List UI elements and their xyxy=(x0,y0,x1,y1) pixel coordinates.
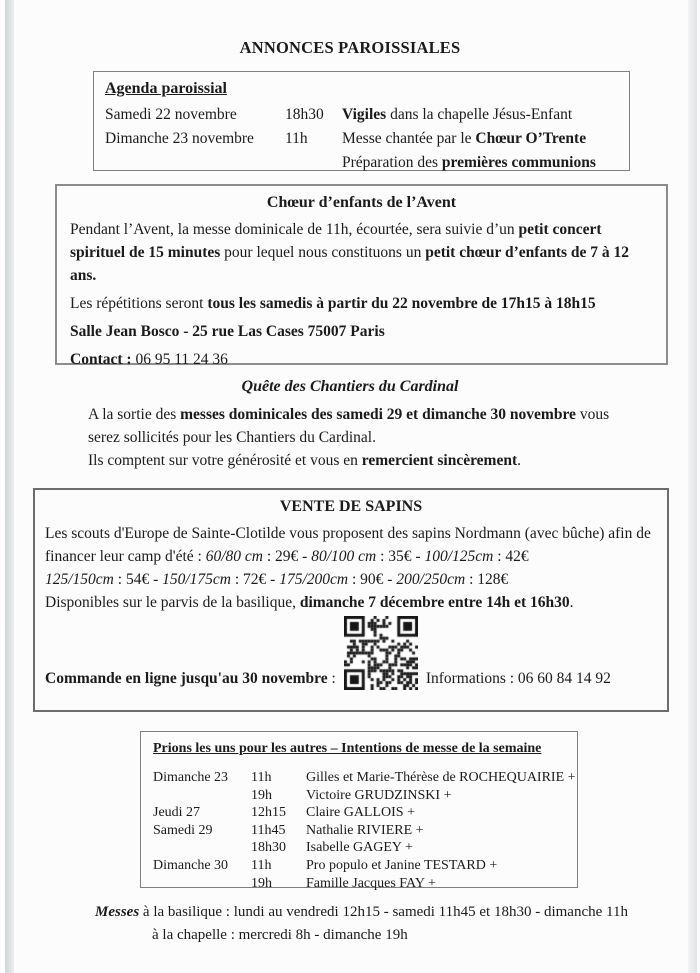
intention-name: Claire GALLOIS + xyxy=(306,805,415,821)
intention-day xyxy=(153,875,251,893)
intention-time: 11h xyxy=(251,857,272,873)
quete-paragraph-1: A la sortie des messes dominicales des samedi 29 et dimanche 30 novembre vous serez sollicités pour les Chantiers du Cardinal. xyxy=(88,406,610,446)
agenda-time: 18h30 xyxy=(285,106,324,123)
agenda-row xyxy=(105,103,621,127)
intentions-heading: Prions les uns pour les autres – Intentions de messe de la semaine xyxy=(153,741,542,756)
agenda-box xyxy=(93,71,630,171)
sapins-paragraph-2: 125/150cm : 54€ - 150/175cm : 72€ - 175/200cm : 90€ - 200/250cm : 128€ xyxy=(45,571,509,588)
footer-line1: Messes à la basilique : lundi au vendredi 12h15 - samedi 11h45 et 18h30 - dimanche 11h xyxy=(95,904,628,920)
intentions-rows xyxy=(153,769,576,892)
intention-day: Jeudi 27 xyxy=(153,805,201,821)
agenda-date: Dimanche 23 novembre xyxy=(105,130,254,147)
intention-name: Famille Jacques FAY + xyxy=(306,875,436,891)
intention-name: Gilles et Marie-Thérèse de ROCHEQUAIRIE + xyxy=(306,770,576,785)
intention-day xyxy=(153,839,251,857)
footer xyxy=(95,901,628,947)
intentions-box xyxy=(140,731,578,891)
order-label: Commande en ligne jusqu'au 30 novembre : xyxy=(45,670,336,687)
intention-day: Samedi 29 xyxy=(153,822,213,838)
intention-time: 12h15 xyxy=(251,805,286,821)
intention-name: Victoire GRUDZINSKI + xyxy=(306,787,452,803)
page-edge-shadow-right xyxy=(688,0,697,973)
agenda-date xyxy=(105,151,285,175)
info-phone: Informations : 06 60 84 14 92 xyxy=(425,670,611,687)
quete-title: Quête des Chantiers du Cardinal xyxy=(241,378,459,395)
choir-paragraph-2: Les répétitions seront tous les samedis à partir du 22 novembre de 17h15 à 18h15 xyxy=(70,295,596,312)
intention-day: Dimanche 23 xyxy=(153,770,229,785)
choir-title: Chœur d’enfants de l’Avent xyxy=(266,194,457,211)
choir-paragraph-3: Salle Jean Bosco - 25 rue Las Cases 75007 Paris xyxy=(70,323,385,340)
choir-box xyxy=(55,184,668,368)
intention-time: 18h30 xyxy=(251,840,286,856)
agenda-desc: Messe chantée par le Chœur O’Trente xyxy=(342,130,587,147)
choir-paragraph-1: Pendant l’Avent, la messe dominicale de 11h, écourtée, sera suivie d’un petit concert spirituel de 15 minutes pour lequel nous constituons un petit chœur d’enfants de 7 à 12 ans. xyxy=(70,221,630,284)
intention-time: 19h xyxy=(251,875,272,891)
agenda-row xyxy=(105,127,621,151)
intention-row xyxy=(153,875,571,893)
sapins-paragraph-1: Les scouts d'Europe de Sainte-Clotilde vous proposent des sapins Nordmann (avec bûche) afin de financer leur camp d'été : 60/80 cm : 29€ - 80/100 cm : 35€ - 100/125cm : 42€ xyxy=(45,525,651,565)
quete-section xyxy=(0,378,700,472)
intention-time: 11h45 xyxy=(251,822,286,838)
intention-row xyxy=(153,839,571,857)
intention-time: 11h xyxy=(251,770,272,785)
agenda-date: Samedi 22 novembre xyxy=(105,106,237,123)
page-title: ANNONCES PAROISSIALES xyxy=(239,38,461,57)
quete-paragraph-2: Ils comptent sur votre générosité et vous en remercient sincèrement. xyxy=(88,452,522,469)
intention-name: Isabelle GAGEY + xyxy=(306,840,413,856)
agenda-time: 11h xyxy=(285,130,308,147)
agenda-time xyxy=(285,151,342,175)
page-edge-shadow-left xyxy=(5,0,14,973)
intention-row xyxy=(153,857,571,875)
sapins-paragraph-3: Disponibles sur le parvis de la basilique, dimanche 7 décembre entre 14h et 16h30. xyxy=(45,594,574,611)
intention-row xyxy=(153,769,576,787)
intention-row xyxy=(153,804,571,822)
sapins-title: VENTE DE SAPINS xyxy=(279,498,423,515)
intention-day: Dimanche 30 xyxy=(153,857,229,873)
agenda-heading: Agenda paroissial xyxy=(105,80,227,97)
qr-code-icon xyxy=(344,616,418,690)
intention-row xyxy=(153,787,571,805)
intention-row xyxy=(153,822,571,840)
order-line xyxy=(45,616,657,690)
intention-day xyxy=(153,787,251,805)
intention-time: 19h xyxy=(251,787,272,803)
agenda-desc: Préparation des premières communions xyxy=(342,154,596,171)
agenda-row xyxy=(105,151,621,175)
sapins-box xyxy=(33,488,669,712)
agenda-desc: Vigiles dans la chapelle Jésus-Enfant xyxy=(342,106,573,123)
intention-name: Nathalie RIVIERE + xyxy=(306,822,424,838)
choir-paragraph-4: Contact : 06 95 11 24 36 xyxy=(70,351,228,368)
agenda-rows xyxy=(105,103,621,175)
footer-line2: à la chapelle : mercredi 8h - dimanche 19h xyxy=(152,927,408,943)
intention-name: Pro populo et Janine TESTARD + xyxy=(306,857,498,873)
